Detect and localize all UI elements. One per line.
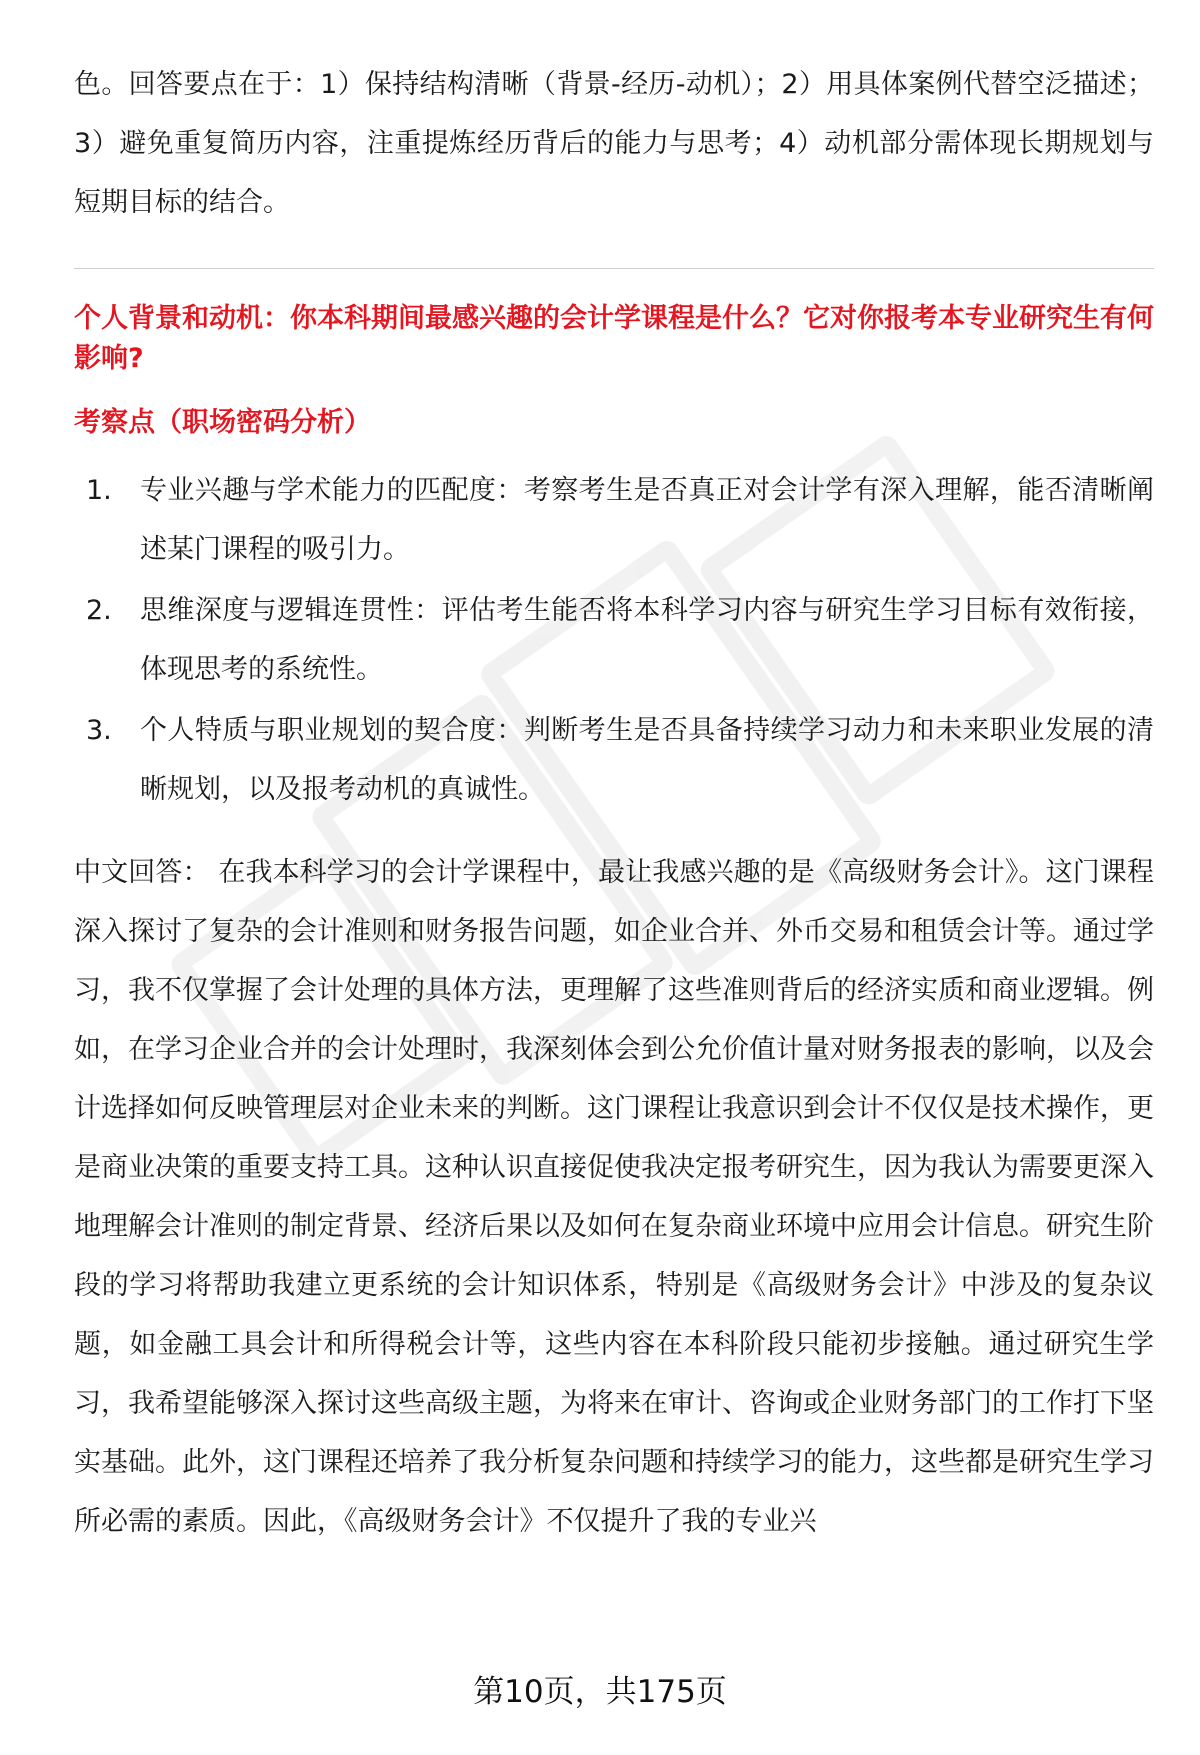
section-title: 考察点（职场密码分析） [74, 407, 371, 438]
intro-paragraph: 色。回答要点在于：1）保持结构清晰（背景-经历-动机）；2）用具体案例代替空泛描述；3）避免重复简历内容，注重提炼经历背后的能力与思考；4）动机部分需体现长期规划与短期目标的结合。 [74, 69, 1154, 218]
assessment-points-list [74, 461, 1154, 819]
list-item-text: 专业兴趣与学术能力的匹配度：考察考生是否真正对会计学有深入理解，能否清晰阐述某门课程的吸引力。 [140, 475, 1154, 565]
list-item [74, 701, 1154, 819]
list-item-text: 个人特质与职业规划的契合度：判断考生是否具备持续学习动力和未来职业发展的清晰规划，以及报考动机的真诚性。 [140, 715, 1154, 805]
list-item [74, 581, 1154, 699]
list-item [74, 461, 1154, 579]
page-number: 第10页，共175页 [473, 1674, 727, 1710]
answer-paragraph: 中文回答： 在我本科学习的会计学课程中，最让我感兴趣的是《高级财务会计》。这门课程深入探讨了复杂的会计准则和财务报告问题，如企业合并、外币交易和租赁会计等。通过学习，我不仅掌握了会计处理的具体方法，更理解了这些准则背后的经济实质和商业逻辑。例如，在学习企业合并的会计处理时，我深刻体会到公允价值计量对财务报表的影响，以及会计选择如何反映管理层对企业未来的判断。这门课程让我意识到会计不仅仅是技术操作，更是商业决策的重要支持工具。这种认识直接促使我决定报考研究生，因为我认为需要更深入地理解会计准则的制定背景、经济后果以及如何在复杂商业环境中应用会计信息。研究生阶段的学习将帮助我建立更系统的会计知识体系，特别是《高级财务会计》中涉及的复杂议题，如金融工具会计和所得税会计等，这些内容在本科阶段只能初步接触。通过研究生学习，我希望能够深入探讨这些高级主题，为将来在审计、咨询或企业财务部门的工作打下坚实基础。此外，这门课程还培养了我分析复杂问题和持续学习的能力，这些都是研究生学习所必需的素质。因此，《高级财务会计》不仅提升了我的专业兴 [74, 857, 1154, 1537]
list-item-number: 1. [86, 475, 112, 506]
document-page [74, 55, 1154, 1551]
list-item-number: 2. [86, 595, 112, 626]
list-item-text: 思维深度与逻辑连贯性：评估考生能否将本科学习内容与研究生学习目标有效衔接，体现思考的系统性。 [140, 595, 1154, 685]
section-divider [74, 268, 1154, 269]
question-heading: 个人背景和动机：你本科期间最感兴趣的会计学课程是什么？它对你报考本专业研究生有何影响? [74, 303, 1154, 374]
list-item-number: 3. [86, 715, 112, 746]
